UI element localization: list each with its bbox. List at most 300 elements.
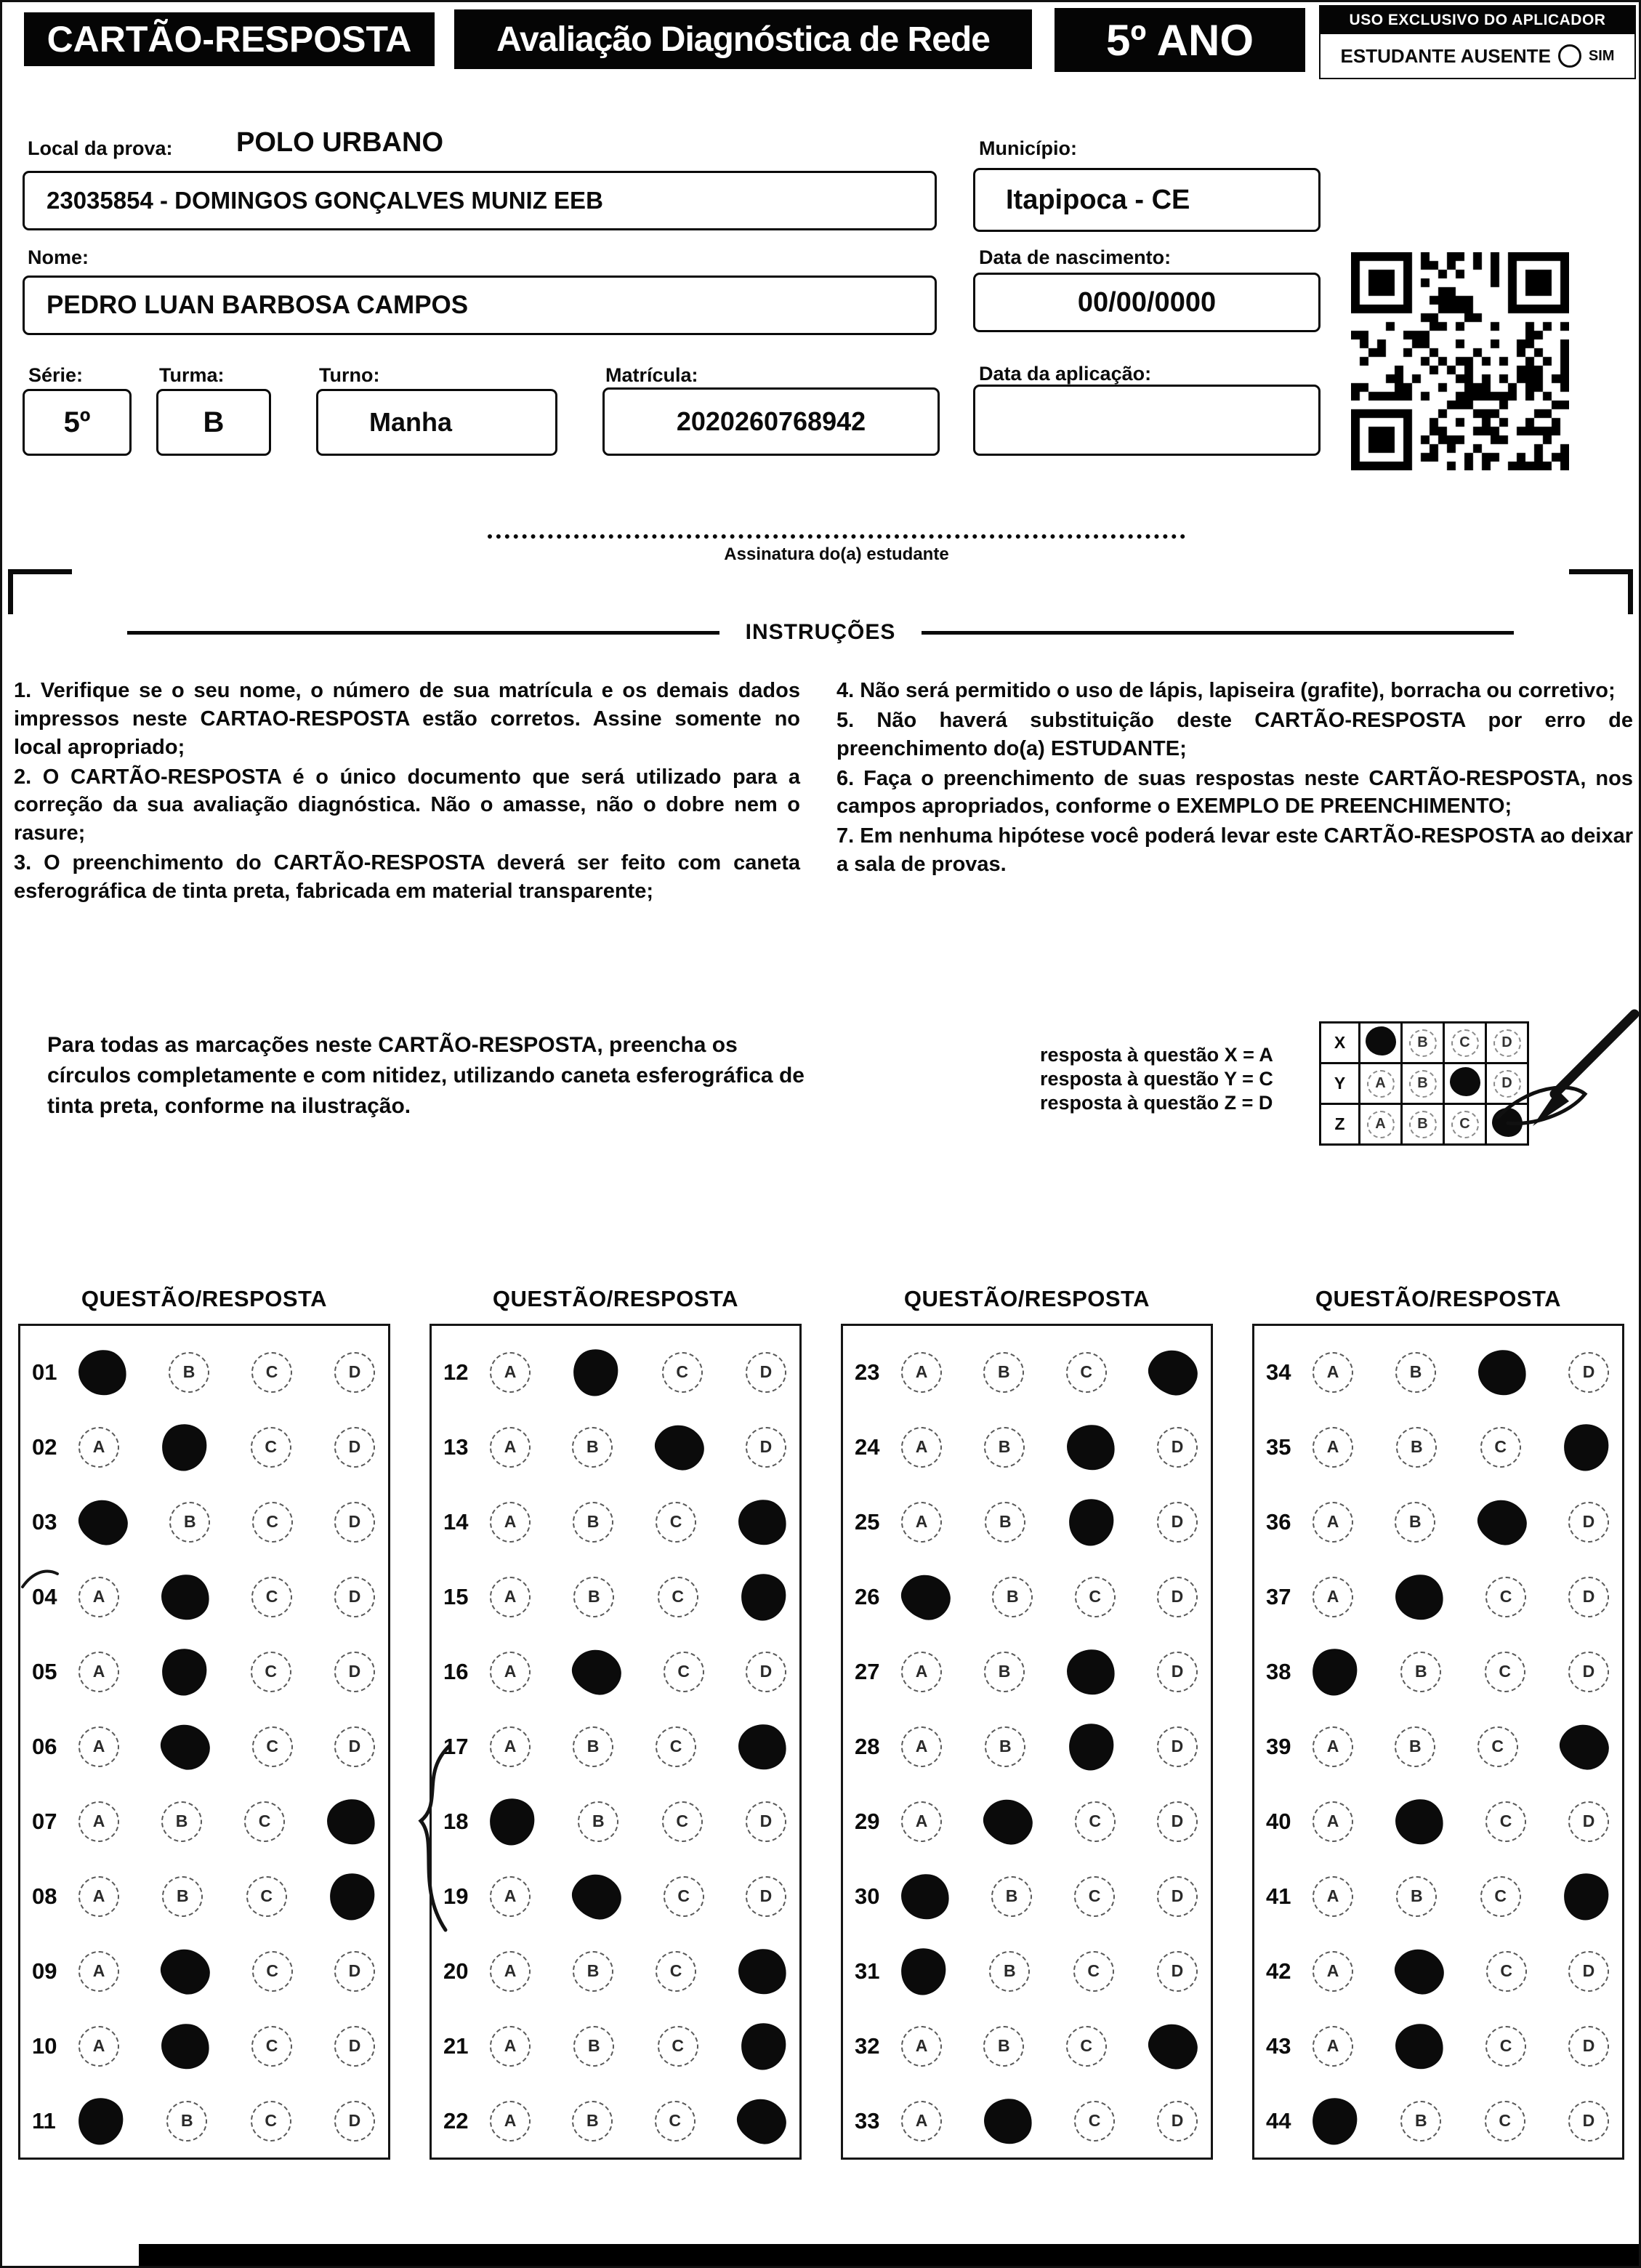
example-legend-line-2: resposta à questão Y = C [1040,1068,1273,1090]
bubble-group-43 [1313,2024,1615,2069]
question-number-12: 12 [443,1359,469,1385]
bubble-44-C: C [1485,2101,1525,2142]
bubble-15-D-filled [737,1569,791,1624]
bubble-group-07 [78,1799,381,1844]
bubble-18-C: C [662,1801,703,1842]
bubble-18-B: B [578,1801,618,1842]
matricula-value: 2020260768942 [676,406,866,436]
example-option-B: B [1409,1111,1437,1138]
bubble-group-05 [78,1649,381,1695]
bubble-group-02 [78,1424,381,1471]
bubble-20-B: B [573,1951,613,1992]
bubble-12-B-filled [569,1345,623,1399]
bubble-18-A-filled [485,1794,539,1849]
bubble-group-26 [901,1575,1203,1619]
bubble-02-D: D [334,1427,375,1468]
bubble-29-D: D [1157,1801,1198,1842]
bubble-22-B: B [572,2101,613,2142]
question-number-17: 17 [443,1733,469,1759]
serie-field [23,389,132,456]
bubble-36-B: B [1395,1502,1435,1543]
bubble-12-D: D [746,1352,786,1393]
question-row-16 [443,1634,792,1709]
question-number-20: 20 [443,1958,469,1984]
question-number-06: 06 [32,1733,57,1759]
question-row-41 [1266,1859,1615,1934]
example-filled-bubble-A [1366,1026,1396,1055]
bubble-01-B: B [169,1352,209,1393]
bubble-33-A: A [901,2101,942,2142]
bubble-12-C: C [662,1352,703,1393]
question-row-19 [443,1859,792,1934]
question-row-27 [855,1634,1203,1709]
bubble-20-D-filled [735,1945,789,1997]
bubble-31-D: D [1157,1951,1198,1992]
bubble-14-C: C [656,1502,696,1543]
bubble-group-34 [1313,1350,1615,1395]
question-row-07 [32,1784,381,1859]
bubble-40-B-filled [1392,1796,1446,1847]
bubble-09-B-filled [155,1942,216,2000]
bubble-07-C: C [244,1801,285,1842]
question-number-31: 31 [855,1958,880,1984]
bubble-group-23 [901,1351,1203,1394]
question-number-34: 34 [1266,1359,1291,1385]
bubble-35-D-filled [1560,1420,1613,1474]
bubble-20-C: C [656,1951,696,1992]
bubble-10-A: A [78,2026,119,2067]
bubble-09-D: D [334,1951,375,1992]
bubble-30-A-filled [898,1870,952,1922]
bubble-05-B-filled [158,1644,211,1699]
question-number-36: 36 [1266,1508,1291,1535]
bubble-43-D: D [1568,2026,1609,2067]
bubble-30-B: B [991,1876,1032,1917]
bubble-38-A-filled [1308,1644,1362,1699]
answer-column-header: QUESTÃO/RESPOSTA [492,1286,739,1311]
school-value: 23035854 - DOMINGOS GONÇALVES MUNIZ EEB [47,187,603,214]
instructions-left-column [14,677,800,907]
example-option-B: B [1409,1070,1437,1098]
example-row-label-Y: Y [1321,1063,1360,1104]
answer-column-1 [18,1286,390,2160]
bubble-14-D-filled [735,1496,789,1548]
answer-column-2 [430,1286,802,2160]
turma-label: Turma: [159,364,225,386]
example-cell-Y-B [1402,1063,1444,1104]
bubble-23-B: B [983,1352,1024,1393]
question-number-40: 40 [1266,1808,1291,1834]
bubble-31-B: B [989,1951,1030,1992]
question-row-37 [1266,1559,1615,1634]
bubble-03-D: D [334,1502,375,1543]
question-row-12 [443,1335,792,1410]
school-field [23,171,937,230]
question-row-31 [855,1934,1203,2008]
bubble-29-B-filled [977,1793,1039,1851]
answer-column-3 [841,1286,1213,2160]
bubble-17-C: C [656,1726,696,1767]
bubble-group-13 [490,1425,792,1469]
question-number-18: 18 [443,1808,469,1834]
bubble-32-B: B [983,2026,1024,2067]
bubble-01-A-filled [76,1346,129,1398]
question-row-14 [443,1484,792,1559]
answer-box-1 [18,1324,390,2160]
bubble-08-A: A [78,1876,119,1917]
bubble-12-A: A [490,1352,531,1393]
bubble-02-A: A [78,1427,119,1468]
bubble-group-08 [78,1873,381,1920]
bubble-09-A: A [78,1951,119,1992]
bubble-group-41 [1313,1873,1615,1920]
bubble-44-D: D [1568,2101,1609,2142]
question-number-22: 22 [443,2107,469,2134]
example-option-C: C [1451,1111,1479,1138]
bubble-26-C: C [1075,1577,1116,1617]
bubble-group-38 [1313,1649,1615,1695]
turno-value: Manha [369,407,453,437]
bubble-40-D: D [1568,1801,1609,1842]
bubble-25-D: D [1157,1502,1198,1543]
bubble-16-A: A [490,1652,531,1692]
bubble-07-A: A [78,1801,119,1842]
bubble-06-C: C [252,1726,293,1767]
bubble-36-C-filled [1471,1493,1532,1551]
bubble-19-A: A [490,1876,531,1917]
bubble-23-A: A [901,1352,942,1393]
question-row-30 [855,1859,1203,1934]
question-number-29: 29 [855,1808,880,1834]
bubble-37-C: C [1485,1577,1526,1617]
bubble-06-D: D [334,1726,375,1767]
answer-column-header: QUESTÃO/RESPOSTA [81,1286,328,1311]
question-number-13: 13 [443,1433,469,1460]
serie-value: 5º [63,406,91,438]
bubble-37-A: A [1313,1577,1353,1617]
card-title-box [24,12,435,66]
question-number-33: 33 [855,2107,880,2134]
instructions-title: INSTRUÇÕES [745,620,896,644]
question-row-28 [855,1709,1203,1784]
bubble-09-C: C [252,1951,293,1992]
question-row-11 [32,2083,381,2158]
bubble-19-C: C [664,1876,704,1917]
question-number-28: 28 [855,1733,880,1759]
instruction-item-1: 1. Verifique se o seu nome, o número de sua matrícula e os demais dados impressos neste CARTAO-RESPOSTA estão corretos. Assine somente no local apropriado; [14,679,800,759]
turno-label: Turno: [319,364,380,386]
example-row-label-Z: Z [1321,1104,1360,1145]
municipio-label: Município: [979,137,1077,159]
question-row-18 [443,1784,792,1859]
pen-illustration-icon [1476,1008,1640,1161]
answer-column-header: QUESTÃO/RESPOSTA [903,1286,1150,1311]
bubble-group-18 [490,1798,792,1845]
bubble-04-B-filled [158,1571,212,1622]
bubble-38-B: B [1400,1652,1441,1692]
bubble-16-C: C [664,1652,704,1692]
bubble-43-B-filled [1392,2020,1446,2072]
instructions-rule-left [127,631,719,635]
answer-box-2 [430,1324,802,2160]
question-row-01 [32,1335,381,1410]
bubble-28-C-filled [1065,1719,1118,1774]
bubble-35-C: C [1480,1427,1521,1468]
bubble-35-B: B [1396,1427,1437,1468]
question-number-43: 43 [1266,2032,1291,2059]
answer-column-header: QUESTÃO/RESPOSTA [1315,1286,1562,1311]
question-number-16: 16 [443,1658,469,1684]
bubble-group-15 [490,1574,792,1620]
question-row-25 [855,1484,1203,1559]
question-number-26: 26 [855,1583,880,1609]
bubble-13-C-filled [648,1418,709,1476]
bubble-22-D-filled [731,2092,792,2150]
question-row-26 [855,1559,1203,1634]
question-row-38 [1266,1634,1615,1709]
bubble-13-A: A [490,1427,531,1468]
bubble-25-A: A [901,1502,942,1543]
bubble-27-B: B [984,1652,1025,1692]
bubble-03-A-filled [73,1493,134,1551]
question-number-42: 42 [1266,1958,1291,1984]
question-number-04: 04 [32,1583,57,1609]
example-option-D: D [1493,1070,1521,1098]
bubble-37-B-filled [1392,1571,1446,1622]
question-number-03: 03 [32,1508,57,1535]
question-row-06 [32,1709,381,1784]
bubble-group-20 [490,1949,792,1994]
question-number-27: 27 [855,1658,880,1684]
bubble-group-09 [78,1950,381,1993]
bubble-02-B-filled [158,1420,211,1474]
bubble-39-D-filled [1554,1718,1615,1776]
bubble-42-D: D [1568,1951,1609,1992]
bubble-41-A: A [1313,1876,1353,1917]
bubble-24-D: D [1157,1427,1198,1468]
matricula-field [602,387,940,456]
bubble-01-C: C [251,1352,292,1393]
qr-code [1351,252,1569,470]
bubble-13-B: B [572,1427,613,1468]
bubble-19-B-filled [566,1867,627,1926]
bubble-group-33 [901,2099,1203,2144]
bubble-17-B: B [573,1726,613,1767]
bubble-43-C: C [1485,2026,1526,2067]
question-number-02: 02 [32,1433,57,1460]
bubble-group-21 [490,2023,792,2070]
instructions-right-column [836,677,1633,880]
instruction-item-2: 5. Não haverá substituição deste CARTÃO-RESPOSTA por erro de preenchimento do(a) ESTUDANTE; [836,708,1633,760]
nome-label: Nome: [28,246,89,268]
bubble-group-10 [78,2024,381,2069]
bubble-25-C-filled [1065,1495,1118,1549]
bubble-16-D: D [746,1652,786,1692]
question-number-41: 41 [1266,1883,1291,1909]
bubble-24-C-filled [1064,1421,1118,1473]
question-number-35: 35 [1266,1433,1291,1460]
example-fill-text: Para todas as marcações neste CARTÃO-RESPOSTA, preencha os círculos completamente e com nitidez, utilizando caneta esferográfica de tinta preta, conforme na ilustração. [47,1033,805,1118]
bubble-group-03 [78,1500,381,1544]
instructions-heading [127,620,1514,645]
bubble-11-A-filled [74,2094,128,2148]
bubble-group-36 [1313,1500,1615,1544]
bubble-group-42 [1313,1950,1615,1993]
example-option-C: C [1451,1029,1479,1057]
question-number-30: 30 [855,1883,880,1909]
bubble-24-A: A [901,1427,942,1468]
bubble-02-C: C [251,1427,291,1468]
bubble-19-D: D [746,1876,786,1917]
question-row-44 [1266,2083,1615,2158]
bubble-10-D: D [334,2026,375,2067]
bubble-44-B: B [1400,2101,1441,2142]
bubble-17-A: A [490,1726,531,1767]
bubble-11-C: C [251,2101,291,2142]
bubble-39-C: C [1477,1726,1518,1767]
bubble-44-A-filled [1308,2094,1362,2148]
bubble-35-A: A [1313,1427,1353,1468]
bubble-36-A: A [1313,1502,1353,1543]
question-number-44: 44 [1266,2107,1291,2134]
nascimento-value: 00/00/0000 [1077,286,1217,318]
bubble-33-D: D [1157,2101,1198,2142]
bubble-27-A: A [901,1652,942,1692]
grade-box [1055,8,1305,72]
question-row-36 [1266,1484,1615,1559]
bubble-group-11 [78,2098,381,2144]
bubble-31-C: C [1073,1951,1114,1992]
question-number-15: 15 [443,1583,469,1609]
bubble-32-A: A [901,2026,942,2067]
question-row-33 [855,2083,1203,2158]
bubble-06-A: A [78,1726,119,1767]
question-row-10 [32,2008,381,2083]
bubble-34-A: A [1313,1352,1353,1393]
question-number-08: 08 [32,1883,57,1909]
matricula-label: Matrícula: [605,364,698,386]
question-number-32: 32 [855,2032,880,2059]
instructions-rule-right [922,631,1514,635]
bubble-05-C: C [251,1652,291,1692]
question-number-11: 11 [32,2107,56,2134]
instruction-item-3: 3. O preenchimento do CARTÃO-RESPOSTA deverá ser feito com caneta esferográfica de tinta preta, fabricada em material transparente; [14,851,800,904]
question-row-42 [1266,1934,1615,2008]
question-number-07: 07 [32,1808,57,1834]
bubble-31-A-filled [897,1944,951,1998]
question-row-20 [443,1934,792,2008]
bubble-11-D: D [334,2101,375,2142]
bubble-34-D: D [1568,1352,1609,1393]
example-cell-X-A [1360,1023,1402,1063]
registration-mark-right [1569,569,1633,614]
bubble-group-32 [901,2024,1203,2068]
bubble-group-28 [901,1724,1203,1770]
local-value: POLO URBANO [236,127,443,158]
example-row-label-X: X [1321,1023,1360,1063]
bubble-27-C-filled [1064,1646,1118,1697]
aplicador-title: USO EXCLUSIVO DO APLICADOR [1349,12,1606,28]
bubble-04-A: A [78,1577,119,1617]
bubble-28-B: B [985,1726,1025,1767]
bubble-01-D: D [334,1352,375,1393]
bubble-group-06 [78,1725,381,1769]
example-cell-X-B [1402,1023,1444,1063]
turma-value: B [203,406,225,438]
question-number-01: 01 [32,1359,57,1385]
aplicador-exclusive-box [1319,5,1636,79]
bubble-04-D: D [334,1577,375,1617]
bubble-41-C: C [1480,1876,1521,1917]
turma-field [156,389,271,456]
question-row-03 [32,1484,381,1559]
bubble-39-A: A [1313,1726,1353,1767]
bubble-group-39 [1313,1725,1615,1769]
bubble-15-A: A [490,1577,531,1617]
question-row-04 [32,1559,381,1634]
bubble-08-B: B [162,1876,203,1917]
bubble-14-B: B [573,1502,613,1543]
bubble-43-A: A [1313,2026,1353,2067]
bubble-20-A: A [490,1951,531,1992]
card-subtitle-box [454,9,1032,69]
question-row-08 [32,1859,381,1934]
example-option-D: D [1493,1029,1521,1057]
bubble-15-C: C [658,1577,698,1617]
question-number-05: 05 [32,1658,57,1684]
example-legend [1040,1043,1273,1115]
bubble-group-31 [901,1948,1203,1995]
bubble-group-44 [1313,2098,1615,2144]
bubble-05-A: A [78,1652,119,1692]
example-option-B: B [1409,1029,1437,1057]
card-subtitle: Avaliação Diagnóstica de Rede [496,20,990,59]
question-number-19: 19 [443,1883,469,1909]
grade-label: 5º ANO [1105,15,1254,65]
question-row-21 [443,2008,792,2083]
bubble-group-35 [1313,1424,1615,1471]
bubble-03-B: B [169,1502,210,1543]
example-option-A: A [1367,1111,1395,1138]
question-row-13 [443,1410,792,1484]
example-cell-Y-A [1360,1063,1402,1104]
registration-mark-left [8,569,72,614]
bubble-group-01 [78,1350,381,1395]
bubble-40-A: A [1313,1801,1353,1842]
municipio-field [973,168,1321,232]
example-legend-line-3: resposta à questão Z = D [1040,1092,1273,1114]
bubble-08-C: C [246,1876,287,1917]
bubble-group-40 [1313,1799,1615,1844]
serie-label: Série: [28,364,84,386]
bubble-16-B-filled [566,1643,627,1701]
student-absent-circle [1558,44,1581,68]
bubble-22-A: A [490,2101,531,2142]
bubble-26-D: D [1157,1577,1198,1617]
bubble-group-30 [901,1874,1203,1919]
nascimento-label: Data de nascimento: [979,246,1172,268]
example-cell-Z-B [1402,1104,1444,1145]
answer-column-4 [1252,1286,1624,2160]
bottom-barcode-strip [139,2244,1639,2266]
bubble-07-D-filled [324,1796,378,1847]
nascimento-field [973,273,1321,332]
bubble-group-04 [78,1575,381,1620]
bubble-21-D-filled [737,2019,791,2073]
example-legend-line-1: resposta à questão X = A [1040,1044,1273,1066]
bubble-23-C: C [1066,1352,1107,1393]
instruction-item-4: 7. Em nenhuma hipótese você poderá levar este CARTÃO-RESPOSTA ao deixar a sala de provas. [836,824,1633,877]
